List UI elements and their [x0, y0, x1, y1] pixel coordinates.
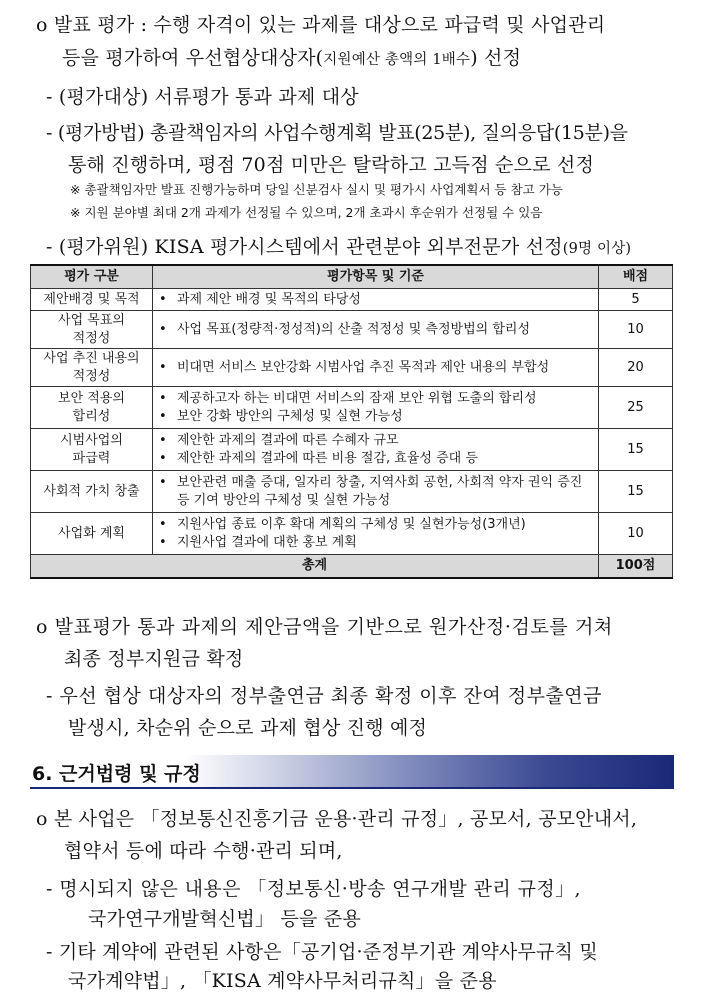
section-title: 6. 근거법령 및 규정: [32, 763, 201, 785]
row-criteria: • 과제 제안 배경 및 목적의 타당성: [153, 289, 599, 311]
row-category: 사업 추진 내용의 적정성: [31, 349, 153, 387]
table-row: [31, 311, 673, 349]
row-category: 사업화 계획: [31, 513, 153, 555]
eval-paragraph-line1: o 발표 평가 : 수행 자격이 있는 과제를 대상으로 파급력 및 사업관리: [36, 14, 606, 36]
unspecified-item-line1: - 명시되지 않은 내용은 「정보통신·방송 연구개발 관리 규정」,: [46, 878, 581, 900]
row-category: 시범사업의 파급력: [31, 429, 153, 471]
total-score: 100점: [599, 555, 673, 579]
row-category: 제안배경 및 목적: [31, 289, 153, 311]
eval-target-item: - (평가대상) 서류평가 통과 과제 대상: [46, 86, 359, 108]
row-criteria: • 비대면 서비스 보안강화 시범사업 추진 목적과 제안 내용의 부합성: [153, 349, 599, 387]
header-category: 평가 구분: [31, 265, 153, 289]
table-row: [31, 387, 673, 429]
note-presentation: ※ 총괄책임자만 발표 진행가능하며 당일 신분검사 실시 및 평가시 사업계획서 등 참고 가능: [70, 182, 563, 197]
negotiation-item-line1: - 우선 협상 대상자의 정부출연금 최종 확정 이후 잔여 정부출연금: [46, 685, 602, 707]
eval-paragraph-line2: 등을 평가하여 우선협상대상자(지원예산 총액의 1배수) 선정: [62, 47, 522, 69]
regulation-paragraph-line2: 협약서 등에 따라 수행·관리 되며,: [64, 840, 343, 862]
header-score: 배점: [599, 265, 673, 289]
unspecified-item-line2: 국가연구개발혁신법」 등을 준용: [88, 908, 361, 930]
total-label: 총계: [31, 555, 599, 579]
row-score: 25: [599, 387, 673, 429]
table-row: [31, 429, 673, 471]
table-row: [31, 471, 673, 513]
row-criteria: • 사업 목표(정량적·정성적)의 산출 적정성 및 측정방법의 합리성: [153, 311, 599, 349]
table-header-row: [31, 265, 673, 289]
paragraph-marker: o: [36, 14, 48, 36]
eval-method-line2: 통해 진행하며, 평점 70점 미만은 탈락하고 고득점 순으로 선정: [68, 154, 595, 176]
row-score: 20: [599, 349, 673, 387]
row-score: 5: [599, 289, 673, 311]
eval-method-line1: - (평가방법) 총괄책임자의 사업수행계획 발표(25분), 질의응답(15분)을: [46, 122, 628, 144]
note-selection-limit: ※ 지원 분야별 최대 2개 과제가 선정될 수 있으며, 2개 초과시 후순위가 선정될 수 있음: [70, 205, 543, 220]
cost-paragraph-line1: o 발표평가 통과 과제의 제안금액을 기반으로 원가산정·검토를 거쳐: [36, 616, 613, 638]
row-criteria: • 지원사업 종료 이후 확대 계획의 구체성 및 실현가능성(3개년) • 지원사업 결과에 대한 홍보 계획: [153, 513, 599, 555]
row-category: 보안 적용의 합리성: [31, 387, 153, 429]
table-row: [31, 513, 673, 555]
eval-committee-item: - (평가위원) KISA 평가시스템에서 관련분야 외부전문가 선정(9명 이상): [46, 236, 632, 258]
table-row: [31, 349, 673, 387]
header-criteria: 평가항목 및 기준: [153, 265, 599, 289]
regulation-paragraph-line1: o 본 사업은 「정보통신진흥기금 운용·관리 규정」, 공모서, 공모안내서,: [36, 808, 638, 830]
row-criteria: • 제공하고자 하는 비대면 서비스의 잠재 보안 위협 도출의 합리성 • 보안 강화 방안의 구체성 및 실현 가능성: [153, 387, 599, 429]
section-heading: [30, 755, 674, 789]
row-score: 15: [599, 429, 673, 471]
table-row: [31, 289, 673, 311]
row-score: 10: [599, 311, 673, 349]
contract-item-line2: 국가계약법」, 「KISA 계약사무처리규칙」을 준용: [68, 970, 497, 992]
row-criteria: • 제안한 과제의 결과에 따른 수혜자 규모 • 제안한 과제의 결과에 따른 비용 절감, 효율성 증대 등: [153, 429, 599, 471]
cost-paragraph-line2: 최종 정부지원금 확정: [64, 648, 244, 670]
evaluation-criteria-table: [30, 264, 673, 579]
contract-item-line1: - 기타 계약에 관련된 사항은「공기업·준정부기관 계약사무규칙 및: [46, 941, 598, 963]
row-category: 사업 목표의 적정성: [31, 311, 153, 349]
negotiation-item-line2: 발생시, 차순위 순으로 과제 협상 진행 예정: [68, 717, 428, 739]
row-criteria: • 보안관련 매출 증대, 일자리 창출, 지역사회 공헌, 사회적 약자 권익 증진 등 기여 방안의 구체성 및 실현 가능성: [153, 471, 599, 513]
row-category: 사회적 가치 창출: [31, 471, 153, 513]
table-total-row: [31, 555, 673, 579]
row-score: 15: [599, 471, 673, 513]
row-score: 10: [599, 513, 673, 555]
